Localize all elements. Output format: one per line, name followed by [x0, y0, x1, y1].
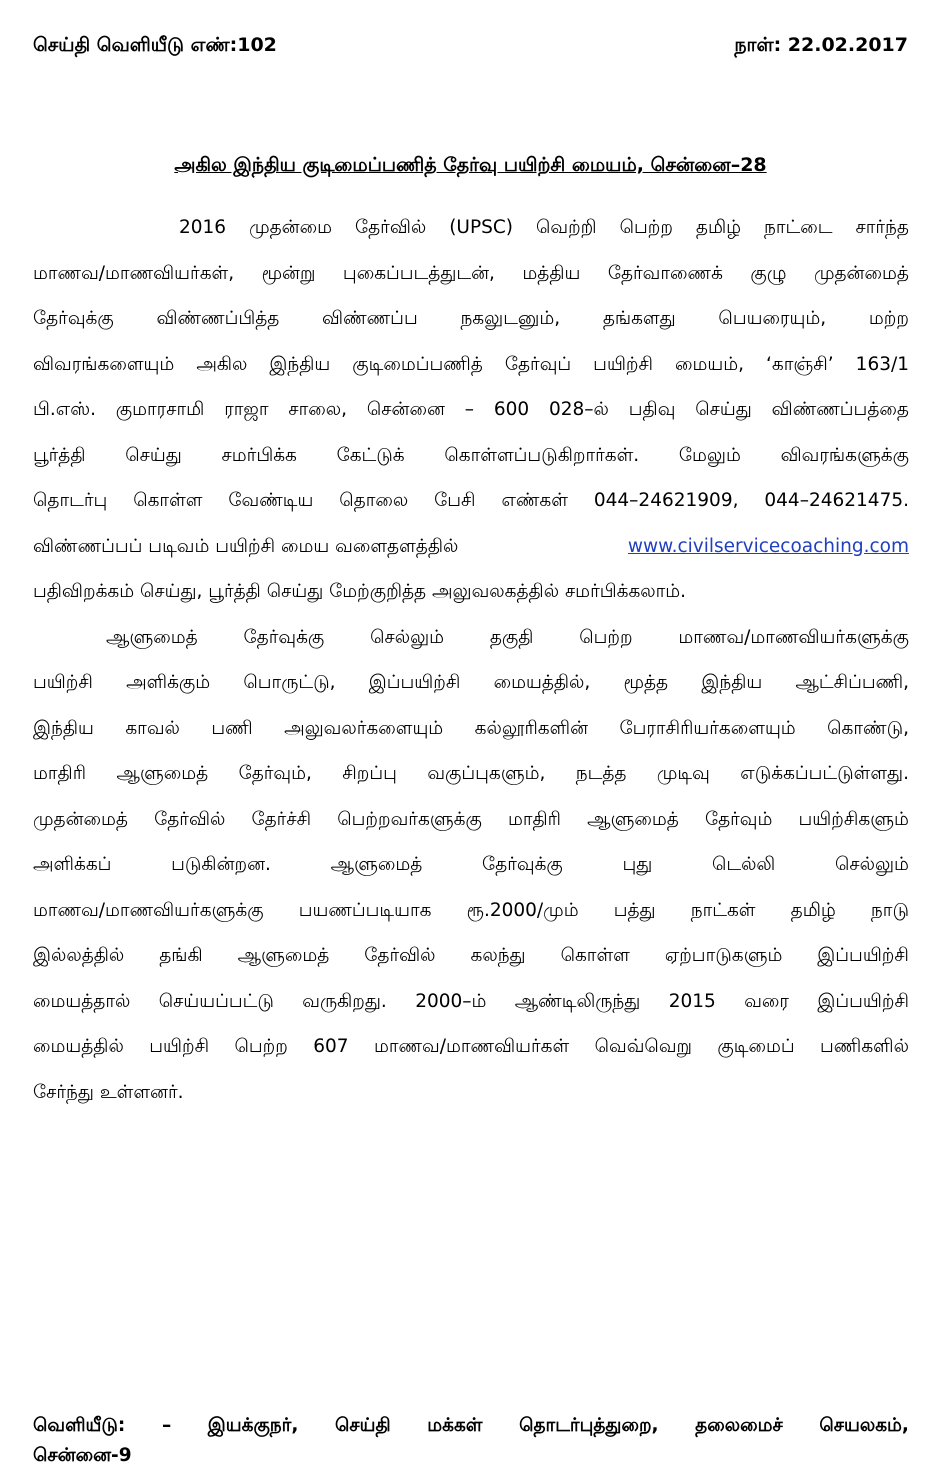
word: தேர்வுப் — [504, 353, 572, 375]
word: ஆளுமைத் — [587, 808, 679, 830]
word: மூன்று — [261, 262, 316, 284]
word: இந்திய — [269, 353, 331, 375]
release-number: செய்தி வெளியீடு எண்:102 — [33, 34, 277, 56]
word: வருகிறது. — [302, 990, 387, 1012]
word: பேராசிரியர்களையும் — [619, 717, 796, 739]
word: பெற்ற — [234, 1036, 288, 1057]
word: பயிற்சிகளும் — [798, 808, 909, 830]
word: பணி — [211, 717, 253, 739]
website-prefix: விண்ணப்பப் படிவம் பயிற்சி மைய வளைதளத்தில் — [33, 535, 459, 557]
word: எண்கள் — [501, 490, 568, 511]
word: – — [161, 1415, 172, 1436]
word: மையம், — [675, 353, 745, 375]
word: இப்பயிற்சி — [817, 945, 909, 966]
word: இந்திய — [701, 672, 763, 693]
word: கொள்ள — [133, 490, 203, 511]
word: தேர்வும், — [238, 763, 312, 784]
word: செல்லும் — [370, 626, 445, 648]
word: தங்களது — [602, 308, 676, 329]
p2-line — [33, 933, 909, 979]
word: பெற்ற — [579, 626, 633, 648]
word: கொள்ளப்படுகிறார்கள். — [444, 444, 640, 466]
word: தேர்வுக்கு — [243, 626, 325, 648]
word: பணிகளில் — [820, 1036, 909, 1057]
word: மேலும் — [678, 444, 741, 466]
p2-line — [33, 706, 909, 752]
word: முதன்மைத் — [813, 262, 909, 284]
word: செய்து — [125, 444, 182, 466]
word: கலந்து — [470, 945, 526, 966]
body-text — [33, 205, 909, 1115]
word: கொள்ள — [560, 945, 630, 966]
footer-line-2: சென்னை-9 — [33, 1445, 132, 1466]
word: அகில — [196, 353, 248, 375]
word: ஆளுமைத் — [116, 763, 209, 784]
word: கொண்டு, — [827, 717, 909, 739]
word: வரை — [744, 990, 789, 1012]
word: ஆண்டிலிருந்து — [514, 990, 641, 1012]
word: ஆளுமைத் — [237, 945, 330, 966]
p2-line — [33, 979, 909, 1025]
word: பெற்ற — [619, 217, 673, 238]
p1-line — [33, 342, 909, 388]
word: தங்கி — [159, 945, 203, 966]
document-title: அகில இந்திய குடிமைப்பணித் தேர்வு பயிற்சி மையம், சென்னை–28 — [174, 154, 767, 176]
word: (UPSC) — [449, 217, 513, 238]
word: 044–24621909, — [593, 490, 739, 511]
word: முதன்மை — [249, 217, 332, 238]
word: பெயரையும், — [718, 308, 827, 329]
word: விண்ணப்ப — [322, 308, 418, 329]
p1-line — [33, 387, 909, 433]
word: முதன்மைத் — [33, 808, 128, 830]
word: 607 — [313, 1036, 349, 1057]
word: பயிற்சி — [149, 1036, 210, 1057]
p1-website-line — [33, 524, 909, 570]
word: நாட்கள் — [690, 899, 756, 921]
word: தேர்வில் — [364, 945, 436, 966]
word: தொடர்பு — [33, 490, 108, 511]
footer-line-1 — [33, 1411, 909, 1441]
word: மத்திய — [522, 262, 581, 284]
word: தேர்வில் — [354, 217, 427, 238]
p2-last-line: சேர்ந்து உள்ளனர். — [33, 1081, 184, 1103]
word: சார்ந்த — [855, 217, 909, 238]
word: படுகின்றன. — [171, 854, 271, 875]
word: வகுப்புகளும், — [427, 763, 546, 784]
word: பூர்த்தி — [33, 444, 86, 466]
word: தேர்வில் — [154, 808, 226, 830]
word: நாட்டை — [764, 217, 833, 238]
word: பதிவு — [628, 399, 676, 420]
word: டெல்லி — [711, 854, 776, 875]
word: செய்தி — [334, 1415, 391, 1436]
p2-line — [33, 842, 909, 888]
word: கேட்டுக் — [336, 444, 405, 466]
word: இப்பயிற்சி — [368, 672, 461, 693]
word: ஏற்பாடுகளும் — [664, 945, 783, 966]
word: தமிழ் — [695, 217, 742, 238]
p1-last-line: பதிவிறக்கம் செய்து, பூர்த்தி செய்து மேற்குறித்த அலுவலகத்தில் சமர்பிக்கலாம். — [33, 581, 687, 602]
word: தேர்வுக்கு — [482, 854, 563, 875]
word: பொருட்டு, — [243, 672, 336, 693]
word: நகலுடனும், — [460, 308, 561, 329]
word: விண்ணப்பத்தை — [771, 399, 909, 420]
p1-line — [33, 433, 909, 479]
word: எடுக்கப்பட்டுள்ளது. — [740, 763, 909, 784]
word: புகைப்படத்துடன், — [342, 262, 495, 284]
word: தலைமைச் — [695, 1415, 783, 1436]
word: காவல் — [125, 717, 180, 739]
word: மூத்த — [623, 672, 669, 693]
word: பயிற்சி — [33, 672, 93, 693]
p2-line — [33, 797, 909, 843]
word: இப்பயிற்சி — [817, 990, 909, 1012]
word: ரூ.2000/மும் — [466, 899, 579, 921]
word: பேசி — [434, 490, 476, 511]
word: மாணவ/மாணவியர்கள், — [33, 262, 235, 284]
word: தேர்வுக்கு — [33, 308, 114, 329]
word: ‘காஞ்சி’ — [766, 353, 834, 375]
website-link[interactable]: www.civilservicecoaching.com — [627, 535, 909, 557]
word: அளிக்கப் — [33, 854, 112, 875]
word: சென்னை — [366, 399, 445, 420]
word: புது — [622, 854, 653, 875]
word: இந்திய — [33, 717, 94, 739]
release-date: நாள்: 22.02.2017 — [734, 34, 908, 56]
word: செயலகம், — [819, 1415, 909, 1436]
word: மாணவ/மாணவியர்களுக்கு — [678, 626, 909, 648]
word: பத்து — [613, 899, 656, 921]
word: 2016 — [179, 217, 227, 238]
header-row — [33, 30, 908, 60]
p2-line — [33, 1024, 909, 1070]
word: பயணப்படியாக — [298, 899, 432, 921]
word: முடிவு — [656, 763, 710, 784]
p2-line — [33, 888, 909, 934]
word: மற்ற — [868, 308, 909, 329]
word: செல்லும் — [834, 854, 909, 875]
word: மாதிரி — [507, 808, 561, 830]
word: 2000–ம் — [415, 990, 487, 1012]
word: 028–ல் — [549, 399, 609, 420]
word: தகுதி — [489, 626, 534, 648]
word: 600 — [493, 399, 530, 420]
word: ஆளுமைத் — [330, 854, 423, 875]
word: வெவ்வெறு — [594, 1036, 692, 1057]
word: செய்யப்பட்டு — [158, 990, 274, 1012]
word: மையத்தில் — [33, 1036, 124, 1057]
word: தேர்வும் — [704, 808, 773, 830]
word: குடிமைப் — [717, 1036, 795, 1057]
p1-line — [33, 205, 909, 251]
p2-line — [33, 751, 909, 797]
word: தமிழ் — [790, 899, 836, 921]
word: விவரங்களையும் — [33, 353, 175, 375]
p1-line — [33, 478, 909, 524]
p1-line — [33, 251, 909, 297]
p2-line — [33, 615, 909, 661]
word: மையத்தில், — [493, 672, 591, 693]
word: மாணவ/மாணவியர்களுக்கு — [33, 899, 264, 921]
word: பி.எஸ். — [33, 399, 96, 420]
word: நடத்த — [575, 763, 627, 784]
word: சமர்பிக்க — [221, 444, 297, 466]
word: தொடர்புத்துறை, — [519, 1415, 659, 1436]
word: குழு — [750, 262, 787, 284]
word: மாதிரி — [33, 763, 87, 784]
word: ஆளுமைத் — [106, 626, 198, 648]
word: ஆட்சிப்பணி, — [795, 672, 909, 693]
word: சிறப்பு — [342, 763, 397, 784]
word: விவரங்களுக்கு — [780, 444, 909, 466]
word: பயிற்சி — [593, 353, 654, 375]
word: 163/1 — [855, 353, 909, 375]
word: இல்லத்தில் — [33, 945, 125, 966]
word: 044–24621475. — [764, 490, 909, 511]
word: விண்ணப்பித்த — [156, 308, 280, 329]
p1-line — [33, 296, 909, 342]
word: அளிக்கும் — [126, 672, 211, 693]
word: மக்கள் — [427, 1415, 483, 1436]
word: – — [464, 399, 474, 420]
footer-issuer — [33, 1411, 909, 1471]
word: கல்லூரிகளின் — [474, 717, 589, 739]
word: இயக்குநர், — [207, 1415, 299, 1436]
word: குடிமைப்பணித் — [352, 353, 483, 375]
word: குமாரசாமி — [115, 399, 205, 420]
word: ராஜா — [224, 399, 269, 420]
word: சாலை, — [288, 399, 348, 420]
word: வெற்றி — [535, 217, 597, 238]
word: 2015 — [668, 990, 716, 1012]
word: தேர்வாணைக் — [607, 262, 723, 284]
word: மாணவ/மாணவியர்கள் — [373, 1036, 570, 1057]
word: மையத்தால் — [33, 990, 131, 1012]
word: நாடு — [870, 899, 909, 921]
word: வெளியீடு: — [33, 1415, 126, 1436]
word: அலுவலர்களையும் — [284, 717, 444, 739]
word: வேண்டிய — [228, 490, 314, 511]
word: செய்து — [695, 399, 752, 420]
word: பெற்றவர்களுக்கு — [337, 808, 482, 830]
word: தேர்ச்சி — [251, 808, 312, 830]
p2-line — [33, 660, 909, 706]
word: தொலை — [339, 490, 409, 511]
